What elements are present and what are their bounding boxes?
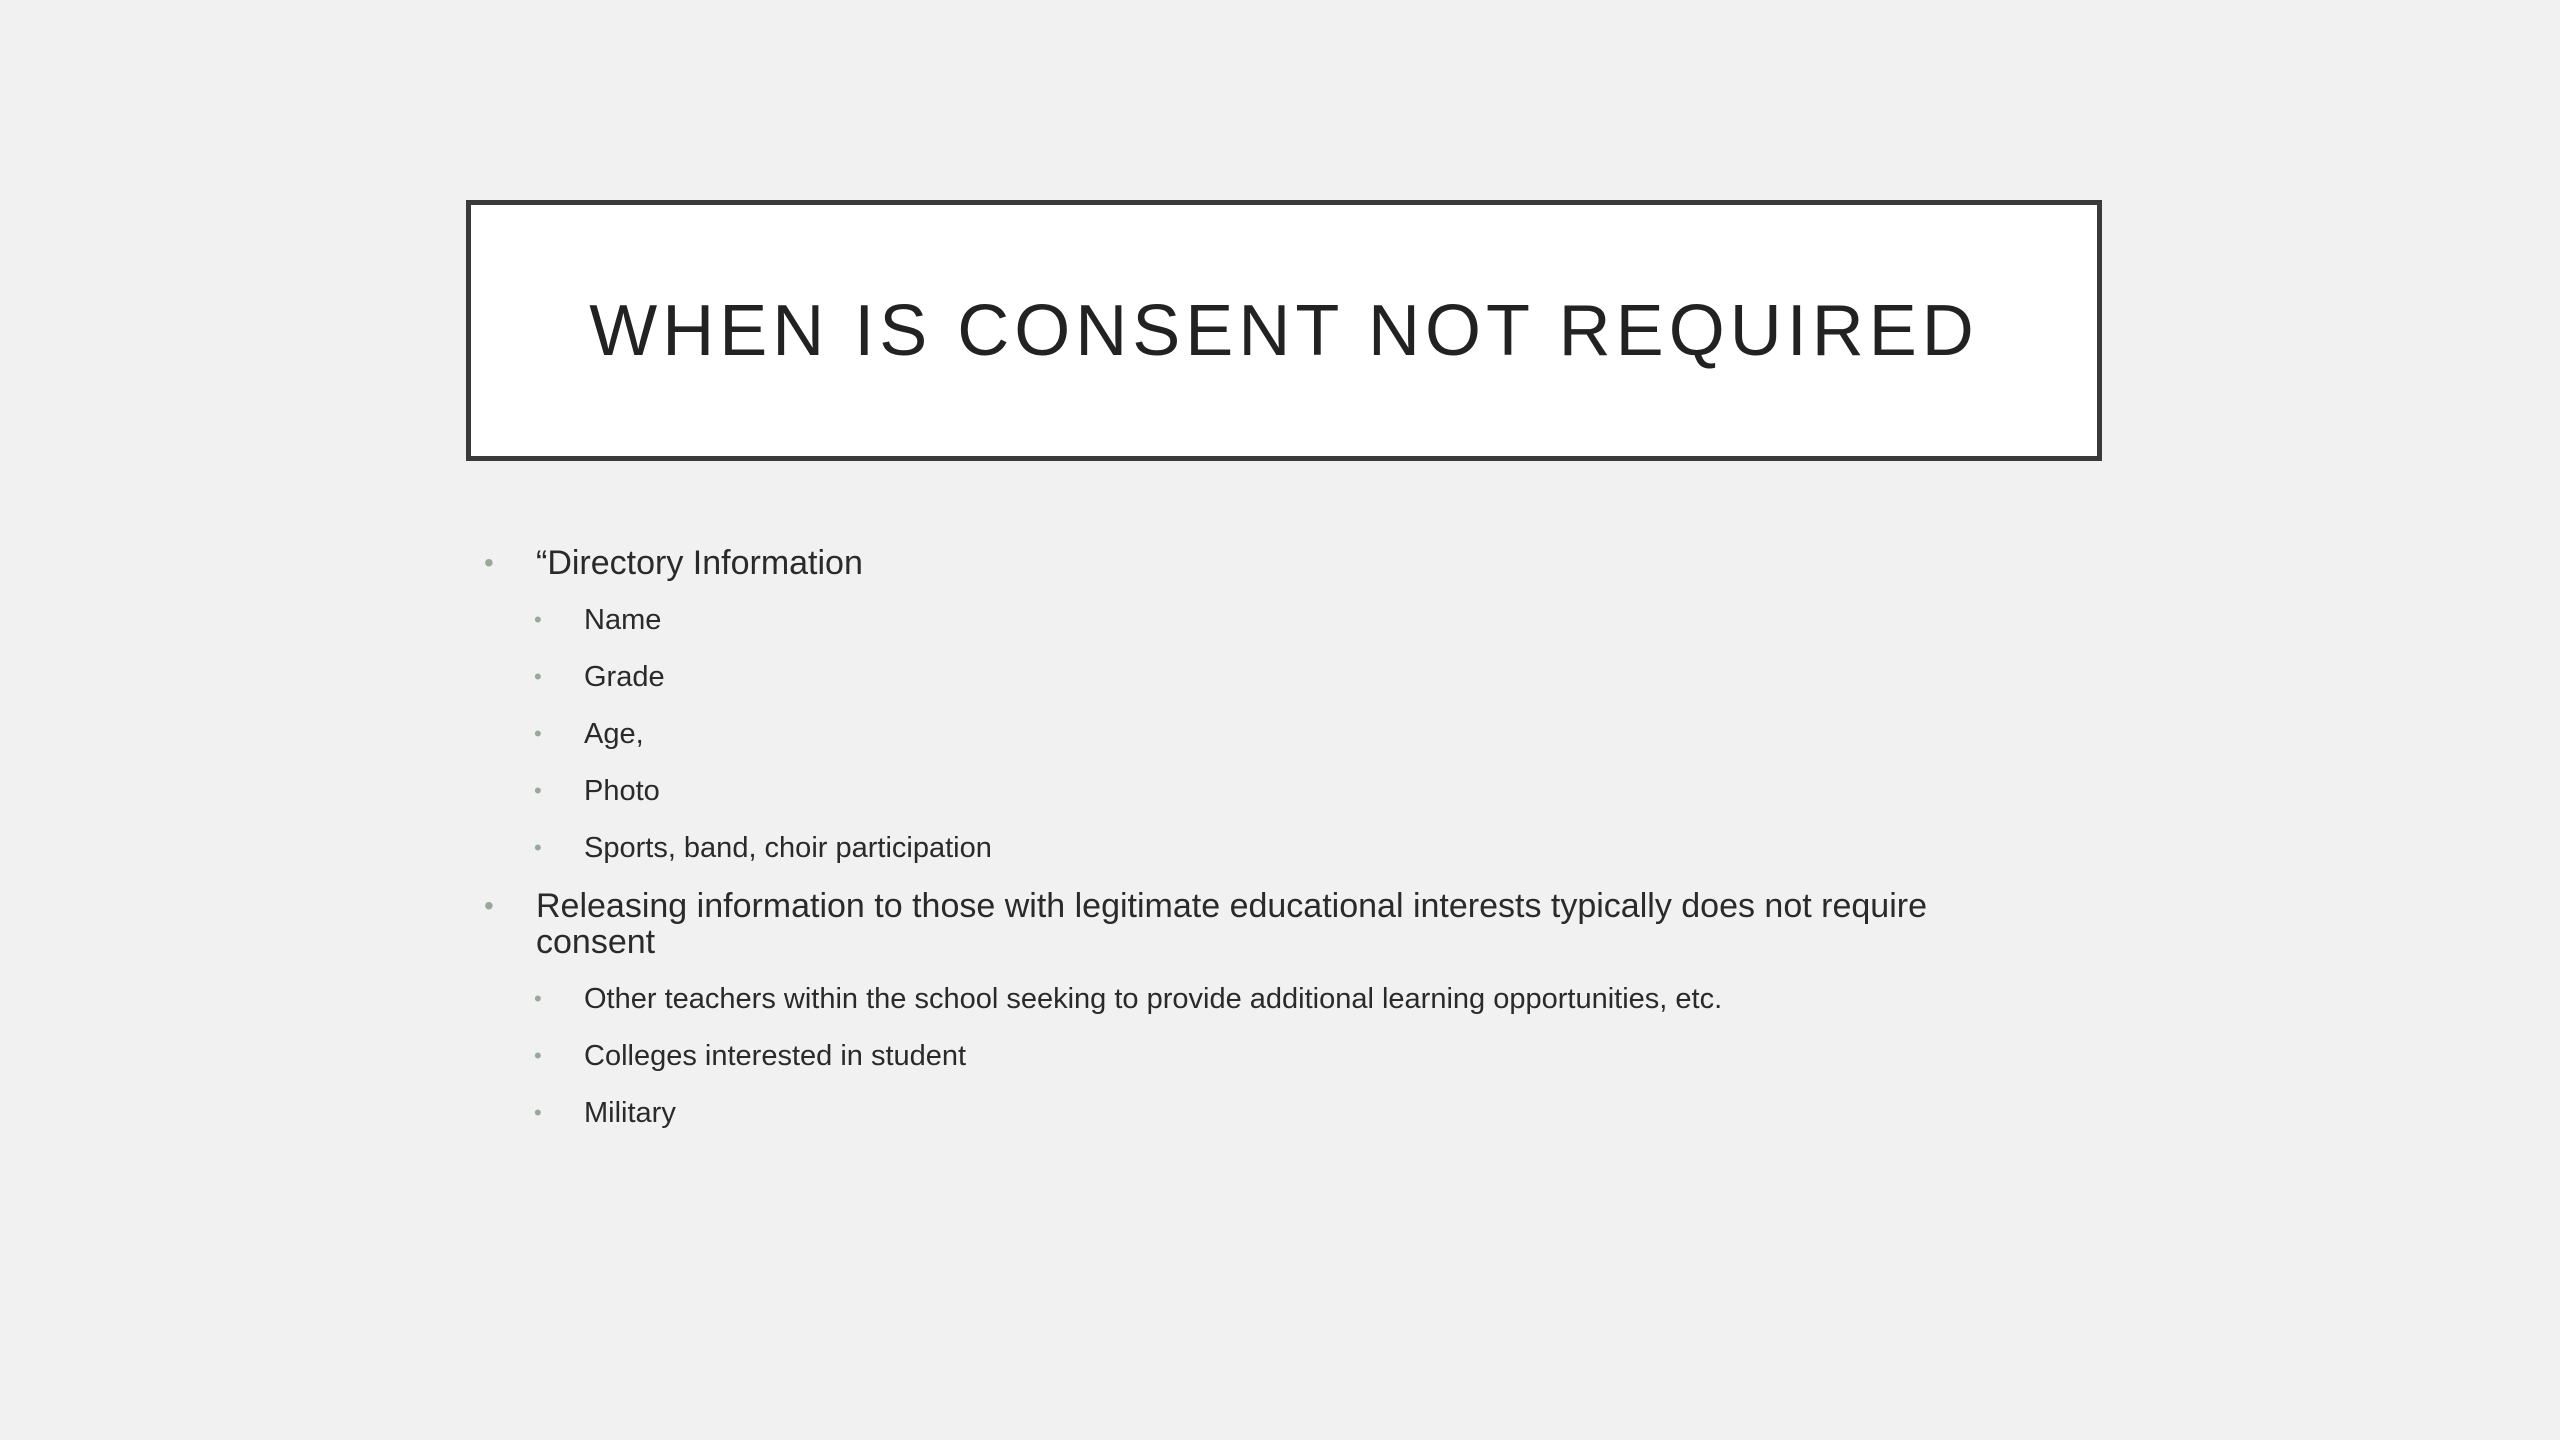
sub-bullet [484,660,2044,694]
bullet-icon: • [484,547,494,578]
sub-bullet-text: Grade [584,661,665,693]
sub-bullet-text: Other teachers within the school seeking to provide additional learning opportunities, etc. [584,983,1723,1015]
sub-bullet-text: Photo [584,775,660,807]
sub-bullet-text: Name [584,604,662,636]
bullet-directory-information [484,545,2044,581]
sub-bullet [484,774,2044,808]
sub-bullet [484,831,2044,865]
bullet-icon: • [534,986,542,1011]
sub-bullet [484,982,2044,1016]
title-box [466,200,2102,461]
sub-bullet [484,603,2044,637]
bullet-icon: • [534,1043,542,1068]
bullet-text: Releasing information to those with legitimate educational interests typically does not require consent [536,887,1927,961]
sub-bullet-text: Sports, band, choir participation [584,832,992,864]
sub-bullet [484,1039,2044,1073]
sub-bullet-text: Age, [584,718,644,750]
sub-bullet-text: Colleges interested in student [584,1040,967,1072]
slide-body [484,545,2044,1153]
bullet-icon: • [484,890,494,921]
bullet-icon: • [534,835,542,860]
bullet-legitimate-interests [484,888,2044,960]
bullet-icon: • [534,1100,542,1125]
slide-title: WHEN IS CONSENT NOT REQUIRED [589,290,1979,371]
bullet-text: “Directory Information [536,544,863,582]
bullet-icon: • [534,664,542,689]
bullet-icon: • [534,721,542,746]
bullet-icon: • [534,778,542,803]
sub-bullet-text: Military [584,1097,676,1129]
bullet-icon: • [534,607,542,632]
sub-bullet [484,717,2044,751]
sub-bullet [484,1096,2044,1130]
